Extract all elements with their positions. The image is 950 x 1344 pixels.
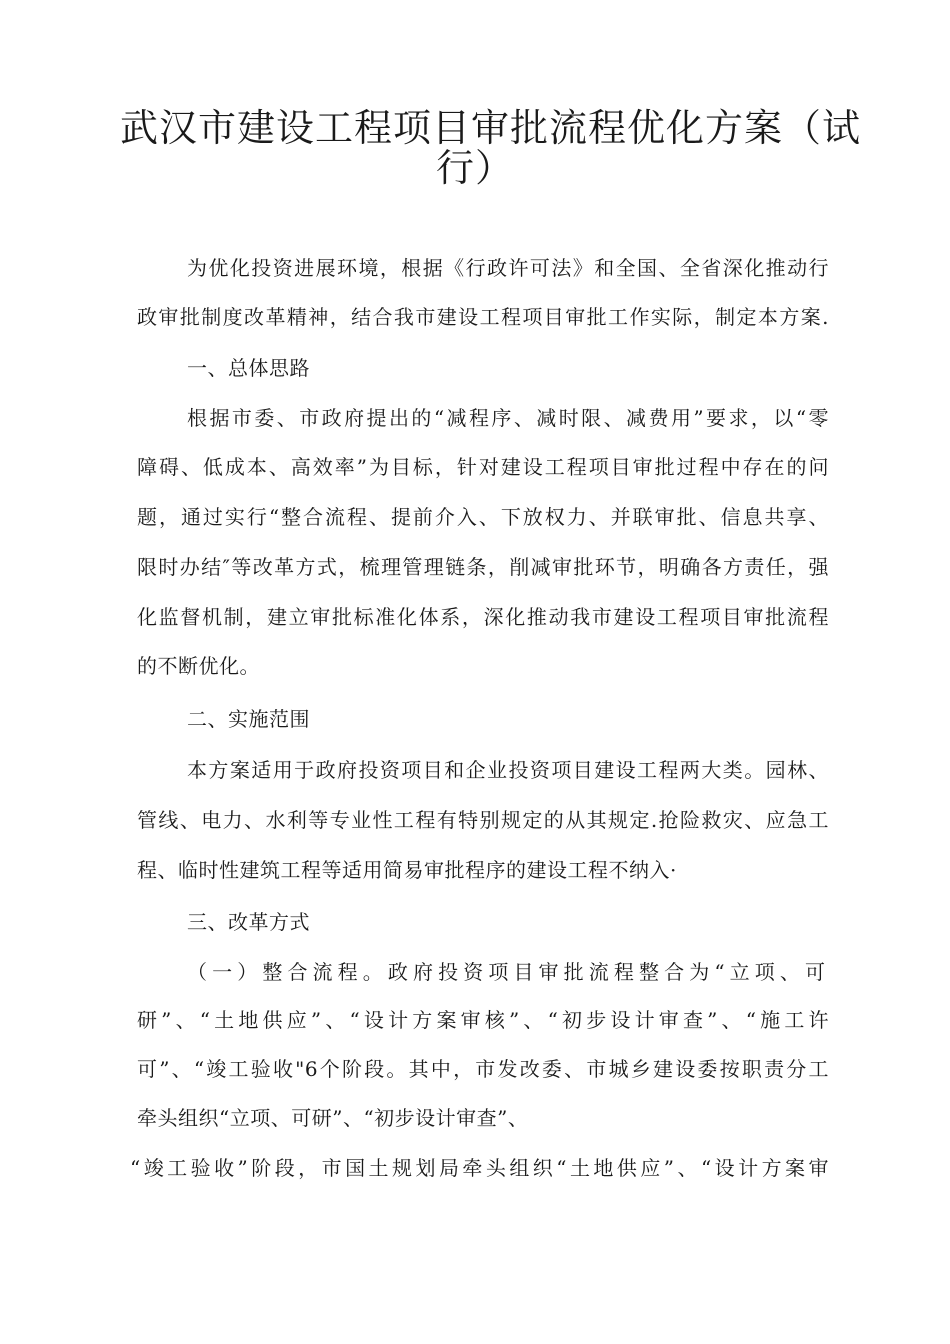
paragraph-reform-line-1: （一）整合流程。政府投资项目审批流程整合为“立项、可 (187, 960, 829, 984)
paragraph-intro-line-2: 政审批制度改革精神，结合我市建设工程项目审批工作实际，制定本方案. (137, 305, 829, 329)
section-heading-2: 二、实施范围 (187, 707, 310, 731)
paragraph-scope-line-2: 管线、电力、水利等专业性工程有特别规定的从其规定.抢险救灾、应急工 (137, 808, 829, 832)
document-title-line-2: 行） (435, 146, 514, 190)
paragraph-approach-line-5: 化监督机制，建立审批标准化体系，深化推动我市建设工程项目审批流程 (137, 605, 829, 629)
paragraph-approach-line-4: 限时办结″等改革方式，梳理管理链条，削减审批环节，明确各方责任，强 (137, 555, 829, 579)
paragraph-scope-line-1: 本方案适用于政府投资项目和企业投资项目建设工程两大类。园林、 (187, 758, 829, 782)
paragraph-scope-line-3: 程、临时性建筑工程等适用简易审批程序的建设工程不纳入· (137, 858, 677, 882)
section-heading-3: 三、改革方式 (187, 910, 310, 934)
paragraph-intro-line-1: 为优化投资进展环境，根据《行政许可法》和全国、全省深化推动行 (187, 256, 829, 280)
section-heading-1: 一、总体思路 (187, 356, 310, 380)
document-title-line-1: 武汉市建设工程项目审批流程优化方案（试 (120, 106, 862, 150)
paragraph-reform-line-3: 可”、“竣工验收"6个阶段。其中，市发改委、市城乡建设委按职责分工 (137, 1057, 829, 1081)
paragraph-approach-line-6: 的不断优化。 (137, 654, 260, 678)
paragraph-reform-line-5: “竣工验收”阶段，市国土规划局牵头组织“土地供应”、“设计方案审 (130, 1156, 829, 1180)
paragraph-reform-line-4: 牵头组织“立项、可研”、“初步设计审查”、 (137, 1106, 529, 1130)
paragraph-approach-line-3: 题，通过实行“整合流程、提前介入、下放权力、并联审批、信息共享、 (137, 505, 829, 529)
paragraph-approach-line-1: 根据市委、市政府提出的“减程序、减时限、减费用”要求，以“零 (187, 406, 829, 430)
paragraph-approach-line-2: 障碍、低成本、高效率”为目标，针对建设工程项目审批过程中存在的问 (137, 455, 829, 479)
paragraph-reform-line-2: 研”、“土地供应”、“设计方案审核”、“初步设计审查”、“施工许 (137, 1008, 829, 1032)
